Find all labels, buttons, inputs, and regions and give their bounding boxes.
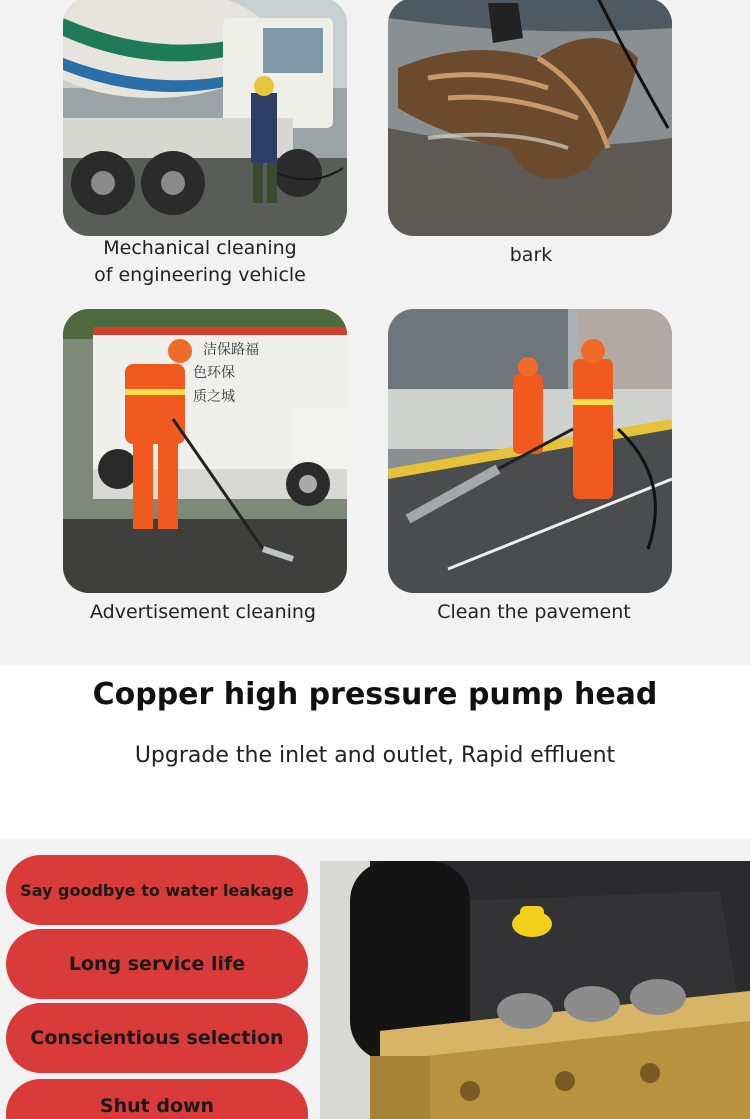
photo-engineering-vehicle <box>63 0 347 236</box>
feature-pill-selection: Conscientious selection <box>6 1003 308 1073</box>
caption-pavement-cleaning: Clean the pavement <box>437 601 631 623</box>
svg-text:色环保: 色环保 <box>193 365 235 381</box>
bark-image <box>388 0 672 236</box>
section-title: Copper high pressure pump head <box>92 677 658 712</box>
feature-pill-service-life: Long service life <box>6 929 308 999</box>
svg-text:洁保路福: 洁保路福 <box>203 342 259 358</box>
features-section <box>0 839 750 1119</box>
feature-pill-water-leakage: Say goodbye to water leakage <box>6 855 308 925</box>
caption-engineering-vehicle: Mechanical cleaning of engineering vehicle <box>94 237 306 286</box>
copper-pump-head-image <box>320 861 750 1119</box>
pump-head-section <box>0 665 750 839</box>
photo-advertisement-cleaning <box>63 309 347 593</box>
caption-advertisement-cleaning: Advertisement cleaning <box>90 601 316 623</box>
svg-text:质之城: 质之城 <box>193 389 235 405</box>
advertisement-cleaning-image <box>63 309 347 593</box>
pump-head-photo <box>320 861 750 1119</box>
photo-bark <box>388 0 672 236</box>
section-subtitle: Upgrade the inlet and outlet, Rapid effluent <box>134 743 616 768</box>
photo-pavement-cleaning <box>388 309 672 593</box>
pavement-cleaning-image <box>388 309 672 593</box>
feature-pill-shut-down: Shut down <box>6 1079 308 1119</box>
caption-bark: bark <box>509 244 553 266</box>
engineering-vehicle-image <box>63 0 347 236</box>
